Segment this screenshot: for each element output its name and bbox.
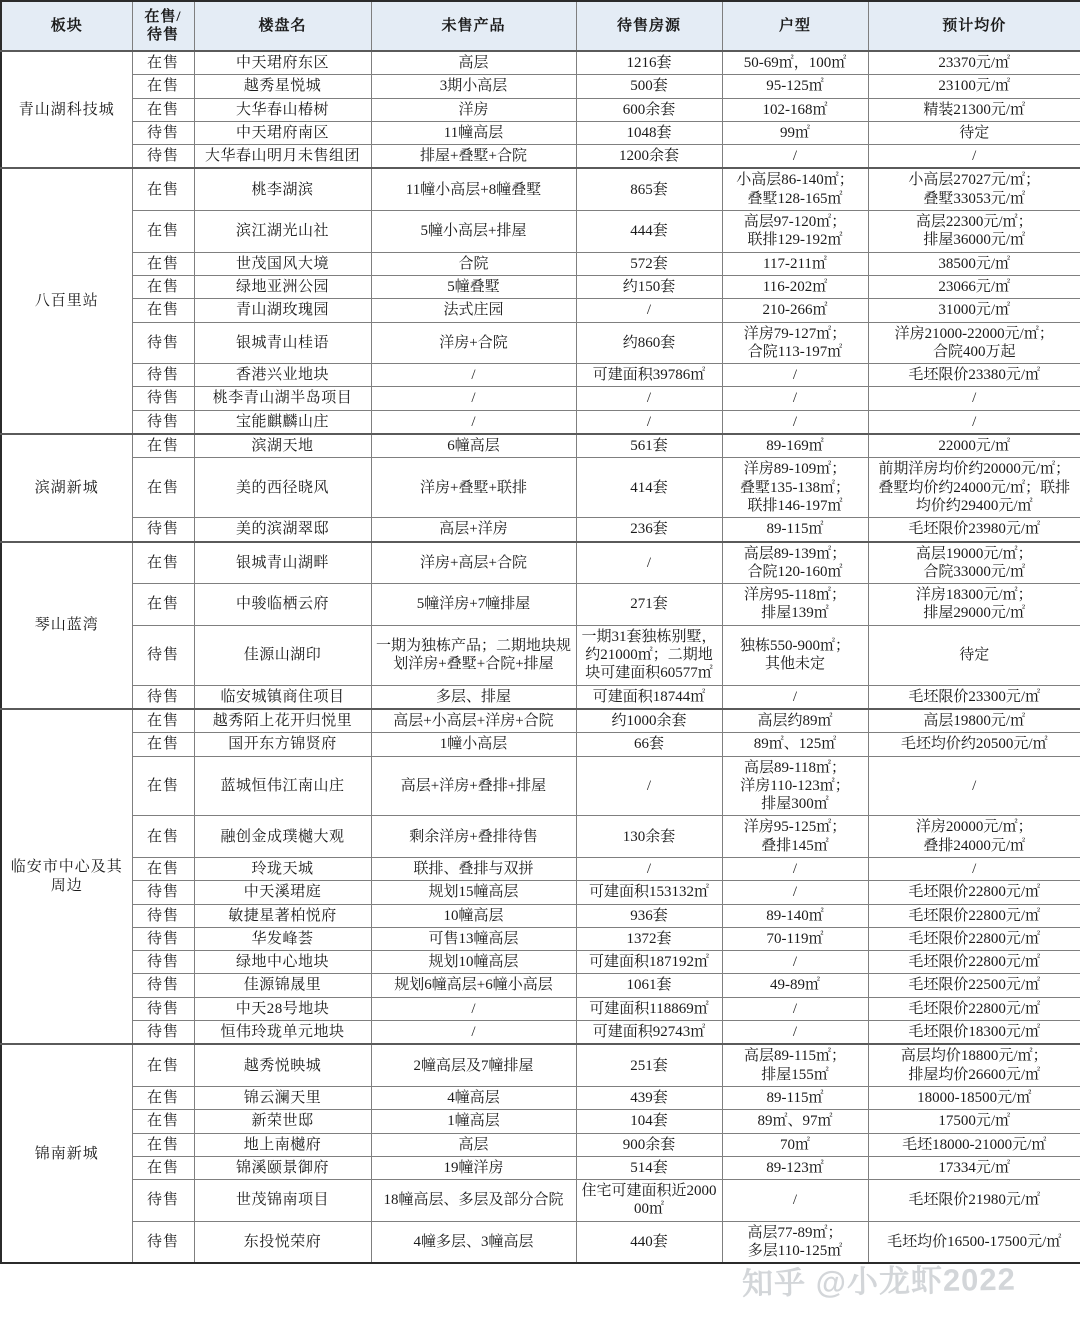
cell-stock: 可建面积118869㎡ <box>576 997 722 1020</box>
table-row <box>1 1133 1080 1156</box>
cell-price: 毛坯18000-21000元/㎡ <box>868 1133 1080 1156</box>
cell-status: 在售 <box>132 168 194 210</box>
cell-status: 待售 <box>132 387 194 410</box>
column-header-stock: 待售房源 <box>576 1 722 51</box>
cell-layout: 89㎡、97㎡ <box>722 1110 868 1133</box>
cell-status: 在售 <box>132 98 194 121</box>
table-row <box>1 410 1080 434</box>
column-header-layout: 户型 <box>722 1 868 51</box>
cell-price: 31000元/㎡ <box>868 299 1080 322</box>
cell-layout: / <box>722 1021 868 1045</box>
cell-status: 在售 <box>132 51 194 75</box>
cell-prod: / <box>371 387 576 410</box>
cell-prod: 高层+洋房+叠排+排屋 <box>371 756 576 816</box>
cell-status: 在售 <box>132 1133 194 1156</box>
column-header-status-line1: 在售/ <box>144 8 182 25</box>
cell-stock: 271套 <box>576 584 722 626</box>
cell-status: 在售 <box>132 857 194 880</box>
cell-name: 大华春山椿树 <box>194 98 371 121</box>
cell-stock: 可建面积153132㎡ <box>576 881 722 904</box>
cell-prod: 洋房+高层+合院 <box>371 542 576 584</box>
cell-prod: 规划10幢高层 <box>371 951 576 974</box>
cell-status: 在售 <box>132 1156 194 1179</box>
cell-prod: 11幢小高层+8幢叠墅 <box>371 168 576 210</box>
cell-name: 越秀悦映城 <box>194 1044 371 1086</box>
sector-cell: 滨湖新城 <box>1 434 132 541</box>
cell-status: 待售 <box>132 145 194 169</box>
cell-name: 融创金成璞樾大观 <box>194 816 371 858</box>
cell-prod: 剩余洋房+叠排待售 <box>371 816 576 858</box>
cell-prod: 规划6幢高层+6幢小高层 <box>371 974 576 997</box>
cell-name: 世茂锦南项目 <box>194 1180 371 1222</box>
cell-prod: 4幢多层、3幢高层 <box>371 1221 576 1263</box>
cell-price: 22000元/㎡ <box>868 434 1080 458</box>
cell-price: / <box>868 756 1080 816</box>
column-header-status <box>132 1 194 51</box>
cell-prod: 11幢高层 <box>371 121 576 144</box>
cell-layout: / <box>722 997 868 1020</box>
cell-stock: 1200余套 <box>576 145 722 169</box>
cell-price: / <box>868 145 1080 169</box>
cell-price: 17334元/㎡ <box>868 1156 1080 1179</box>
table-row <box>1 1110 1080 1133</box>
table-row <box>1 275 1080 298</box>
cell-layout: 高层89-115㎡； 排屋155㎡ <box>722 1044 868 1086</box>
table-row <box>1 584 1080 626</box>
cell-status: 待售 <box>132 1180 194 1222</box>
cell-layout: / <box>722 881 868 904</box>
table-row <box>1 98 1080 121</box>
cell-stock: 住宅可建面积近200000㎡ <box>576 1180 722 1222</box>
cell-layout: 89-140㎡ <box>722 904 868 927</box>
cell-price: 高层19800元/㎡ <box>868 709 1080 733</box>
cell-price: 高层均价18800元/㎡； 排屋均价26600元/㎡ <box>868 1044 1080 1086</box>
cell-stock: 130余套 <box>576 816 722 858</box>
cell-layout: 洋房95-125㎡； 叠排145㎡ <box>722 816 868 858</box>
cell-name: 锦云澜天里 <box>194 1086 371 1109</box>
cell-price: 毛坯限价22800元/㎡ <box>868 997 1080 1020</box>
cell-price: 23370元/㎡ <box>868 51 1080 75</box>
cell-stock: 251套 <box>576 1044 722 1086</box>
cell-status: 待售 <box>132 322 194 364</box>
cell-stock: 439套 <box>576 1086 722 1109</box>
cell-layout: 89-115㎡ <box>722 518 868 542</box>
cell-layout: 洋房79-127㎡； 合院113-197㎡ <box>722 322 868 364</box>
sector-cell: 临安市中心及其周边 <box>1 709 132 1044</box>
cell-price: 毛坯限价18300元/㎡ <box>868 1021 1080 1045</box>
cell-name: 桃李青山湖半岛项目 <box>194 387 371 410</box>
cell-prod: 10幢高层 <box>371 904 576 927</box>
cell-stock: 444套 <box>576 211 722 253</box>
table-row <box>1 145 1080 169</box>
cell-layout: 高层89-118㎡； 洋房110-123㎡； 排屋300㎡ <box>722 756 868 816</box>
cell-price: 毛坯限价22500元/㎡ <box>868 974 1080 997</box>
cell-price: 23066元/㎡ <box>868 275 1080 298</box>
cell-prod: 5幢叠墅 <box>371 275 576 298</box>
cell-price: 毛坯限价22800元/㎡ <box>868 881 1080 904</box>
table-row <box>1 816 1080 858</box>
cell-price: 洋房20000元/㎡； 叠排24000元/㎡ <box>868 816 1080 858</box>
cell-stock: 约860套 <box>576 322 722 364</box>
cell-name: 佳源锦晟里 <box>194 974 371 997</box>
table-row <box>1 1086 1080 1109</box>
cell-prod: 法式庄园 <box>371 299 576 322</box>
cell-price: 毛坯限价23380元/㎡ <box>868 364 1080 387</box>
cell-name: 中骏临栖云府 <box>194 584 371 626</box>
cell-status: 在售 <box>132 709 194 733</box>
table-row <box>1 1180 1080 1222</box>
table-row <box>1 927 1080 950</box>
cell-status: 待售 <box>132 410 194 434</box>
table-row <box>1 121 1080 144</box>
cell-name: 滨湖天地 <box>194 434 371 458</box>
cell-name: 世茂国风大境 <box>194 252 371 275</box>
cell-prod: 2幢高层及7幢排屋 <box>371 1044 576 1086</box>
cell-prod: 洋房+叠墅+联排 <box>371 458 576 518</box>
cell-prod: 合院 <box>371 252 576 275</box>
cell-stock: / <box>576 542 722 584</box>
cell-layout: / <box>722 1180 868 1222</box>
cell-status: 待售 <box>132 1221 194 1263</box>
cell-status: 在售 <box>132 458 194 518</box>
cell-price: / <box>868 410 1080 434</box>
cell-status: 在售 <box>132 542 194 584</box>
cell-stock: 可建面积92743㎡ <box>576 1021 722 1045</box>
cell-prod: 5幢小高层+排屋 <box>371 211 576 253</box>
cell-status: 待售 <box>132 121 194 144</box>
cell-name: 国开东方锦贤府 <box>194 733 371 756</box>
table-header <box>1 1 1080 51</box>
cell-layout: 高层89-139㎡； 合院120-160㎡ <box>722 542 868 584</box>
cell-stock: 104套 <box>576 1110 722 1133</box>
table-row <box>1 1021 1080 1045</box>
table-row <box>1 299 1080 322</box>
cell-status: 在售 <box>132 75 194 98</box>
cell-prod: 洋房+合院 <box>371 322 576 364</box>
cell-stock: / <box>576 387 722 410</box>
cell-prod: 高层+小高层+洋房+合院 <box>371 709 576 733</box>
cell-status: 在售 <box>132 1044 194 1086</box>
sector-cell: 青山湖科技城 <box>1 51 132 168</box>
cell-name: 玲珑天城 <box>194 857 371 880</box>
table-row <box>1 1221 1080 1263</box>
cell-status: 在售 <box>132 733 194 756</box>
cell-status: 在售 <box>132 1086 194 1109</box>
cell-stock: 1216套 <box>576 51 722 75</box>
cell-status: 待售 <box>132 625 194 685</box>
cell-name: 大华春山明月未售组团 <box>194 145 371 169</box>
table-row <box>1 974 1080 997</box>
table-row <box>1 518 1080 542</box>
cell-layout: 89-169㎡ <box>722 434 868 458</box>
cell-status: 在售 <box>132 584 194 626</box>
cell-name: 中天珺府南区 <box>194 121 371 144</box>
cell-layout: / <box>722 951 868 974</box>
cell-name: 美的滨湖翠邸 <box>194 518 371 542</box>
sector-cell: 琴山蓝湾 <box>1 542 132 709</box>
cell-stock: 236套 <box>576 518 722 542</box>
cell-price: 高层19000元/㎡； 合院33000元/㎡ <box>868 542 1080 584</box>
cell-price: 洋房21000-22000元/㎡； 合院400万起 <box>868 322 1080 364</box>
cell-price: 毛坯均价约20500元/㎡ <box>868 733 1080 756</box>
cell-layout: / <box>722 387 868 410</box>
cell-name: 美的西径晓风 <box>194 458 371 518</box>
cell-stock: / <box>576 299 722 322</box>
table-row <box>1 625 1080 685</box>
cell-price: 前期洋房均价约20000元/㎡；叠墅均价约24000元/㎡；联排均价约29400元/㎡ <box>868 458 1080 518</box>
column-header-price: 预计均价 <box>868 1 1080 51</box>
table-row <box>1 1156 1080 1179</box>
cell-name: 恒伟玲珑单元地块 <box>194 1021 371 1045</box>
table-row <box>1 364 1080 387</box>
cell-prod: 3期小高层 <box>371 75 576 98</box>
cell-prod: 排屋+叠墅+合院 <box>371 145 576 169</box>
cell-stock: 414套 <box>576 458 722 518</box>
cell-name: 香港兴业地块 <box>194 364 371 387</box>
column-header-status-line2: 待售 <box>146 27 179 43</box>
table-row <box>1 322 1080 364</box>
cell-prod: 一期为独栋产品；二期地块规划洋房+叠墅+合院+排屋 <box>371 625 576 685</box>
cell-stock: 900余套 <box>576 1133 722 1156</box>
cell-stock: 936套 <box>576 904 722 927</box>
cell-prod: 高层 <box>371 1133 576 1156</box>
cell-price: 待定 <box>868 121 1080 144</box>
header-row <box>1 1 1080 51</box>
cell-stock: / <box>576 756 722 816</box>
cell-prod: 1幢小高层 <box>371 733 576 756</box>
cell-price: 18000-18500元/㎡ <box>868 1086 1080 1109</box>
cell-price: 38500元/㎡ <box>868 252 1080 275</box>
cell-name: 银城青山湖畔 <box>194 542 371 584</box>
cell-stock: 可建面积39786㎡ <box>576 364 722 387</box>
cell-price: / <box>868 387 1080 410</box>
cell-status: 在售 <box>132 1110 194 1133</box>
cell-name: 中天28号地块 <box>194 997 371 1020</box>
table-row <box>1 458 1080 518</box>
cell-price: 毛坯限价21980元/㎡ <box>868 1180 1080 1222</box>
cell-layout: 高层77-89㎡； 多层110-125㎡ <box>722 1221 868 1263</box>
cell-price: 毛坯均价16500-17500元/㎡ <box>868 1221 1080 1263</box>
table-row <box>1 542 1080 584</box>
table-row <box>1 857 1080 880</box>
cell-prod: 1幢高层 <box>371 1110 576 1133</box>
cell-prod: 4幢高层 <box>371 1086 576 1109</box>
cell-status: 在售 <box>132 275 194 298</box>
cell-price: 毛坯限价23980元/㎡ <box>868 518 1080 542</box>
cell-status: 在售 <box>132 252 194 275</box>
cell-prod: 18幢高层、多层及部分合院 <box>371 1180 576 1222</box>
cell-layout: 洋房89-109㎡； 叠墅135-138㎡； 联排146-197㎡ <box>722 458 868 518</box>
cell-layout: 99㎡ <box>722 121 868 144</box>
cell-layout: 89-123㎡ <box>722 1156 868 1179</box>
cell-name: 华发峰荟 <box>194 927 371 950</box>
cell-stock: 可建面积187192㎡ <box>576 951 722 974</box>
cell-name: 中天珺府东区 <box>194 51 371 75</box>
cell-stock: 440套 <box>576 1221 722 1263</box>
cell-price: 毛坯限价23300元/㎡ <box>868 685 1080 709</box>
watermark: 知乎 @小龙虾2022 <box>741 1261 1017 1302</box>
cell-name: 桃李湖滨 <box>194 168 371 210</box>
table-row <box>1 733 1080 756</box>
cell-price: 17500元/㎡ <box>868 1110 1080 1133</box>
cell-layout: 210-266㎡ <box>722 299 868 322</box>
cell-stock: 66套 <box>576 733 722 756</box>
cell-name: 敏捷星著柏悦府 <box>194 904 371 927</box>
sector-cell: 锦南新城 <box>1 1044 132 1263</box>
cell-layout: 小高层86-140㎡； 叠墅128-165㎡ <box>722 168 868 210</box>
cell-layout: 102-168㎡ <box>722 98 868 121</box>
cell-prod: 高层 <box>371 51 576 75</box>
cell-layout: / <box>722 857 868 880</box>
cell-status: 待售 <box>132 518 194 542</box>
cell-name: 佳源山湖印 <box>194 625 371 685</box>
cell-price: 23100元/㎡ <box>868 75 1080 98</box>
cell-layout: / <box>722 410 868 434</box>
cell-status: 待售 <box>132 997 194 1020</box>
cell-name: 中天溪珺庭 <box>194 881 371 904</box>
cell-layout: / <box>722 145 868 169</box>
cell-name: 东投悦荣府 <box>194 1221 371 1263</box>
cell-stock: 500套 <box>576 75 722 98</box>
cell-status: 待售 <box>132 974 194 997</box>
cell-status: 待售 <box>132 927 194 950</box>
cell-price: 毛坯限价22800元/㎡ <box>868 927 1080 950</box>
cell-name: 绿地亚洲公园 <box>194 275 371 298</box>
cell-stock: / <box>576 410 722 434</box>
table-body <box>1 51 1080 1263</box>
cell-stock: 572套 <box>576 252 722 275</box>
cell-prod: / <box>371 364 576 387</box>
cell-prod: 多层、排屋 <box>371 685 576 709</box>
cell-status: 在售 <box>132 816 194 858</box>
cell-price: 待定 <box>868 625 1080 685</box>
cell-status: 待售 <box>132 685 194 709</box>
cell-price: 毛坯限价22800元/㎡ <box>868 904 1080 927</box>
cell-prod: / <box>371 410 576 434</box>
cell-layout: 高层97-120㎡； 联排129-192㎡ <box>722 211 868 253</box>
cell-price: 高层22300元/㎡； 排屋36000元/㎡ <box>868 211 1080 253</box>
cell-status: 待售 <box>132 364 194 387</box>
cell-prod: 5幢洋房+7幢排屋 <box>371 584 576 626</box>
cell-layout: 70-119㎡ <box>722 927 868 950</box>
column-header-product: 未售产品 <box>371 1 576 51</box>
table-row <box>1 211 1080 253</box>
cell-stock: 514套 <box>576 1156 722 1179</box>
table-row <box>1 168 1080 210</box>
sector-cell: 八百里站 <box>1 168 132 434</box>
cell-layout: 117-211㎡ <box>722 252 868 275</box>
cell-prod: 联排、叠排与双拼 <box>371 857 576 880</box>
cell-layout: / <box>722 364 868 387</box>
cell-status: 待售 <box>132 881 194 904</box>
cell-name: 地上南樾府 <box>194 1133 371 1156</box>
cell-name: 越秀星悦城 <box>194 75 371 98</box>
cell-name: 青山湖玫瑰园 <box>194 299 371 322</box>
cell-layout: 洋房95-118㎡； 排屋139㎡ <box>722 584 868 626</box>
table-row <box>1 434 1080 458</box>
cell-layout: 50-69㎡，100㎡ <box>722 51 868 75</box>
cell-stock: 1061套 <box>576 974 722 997</box>
table-row <box>1 951 1080 974</box>
cell-prod: 高层+洋房 <box>371 518 576 542</box>
cell-name: 临安城镇商住项目 <box>194 685 371 709</box>
cell-status: 在售 <box>132 756 194 816</box>
cell-stock: 约150套 <box>576 275 722 298</box>
cell-price: / <box>868 857 1080 880</box>
cell-name: 越秀陌上花开归悦里 <box>194 709 371 733</box>
cell-prod: / <box>371 1021 576 1045</box>
cell-name: 滨江湖光山社 <box>194 211 371 253</box>
cell-layout: 95-125㎡ <box>722 75 868 98</box>
cell-name: 新荣世邸 <box>194 1110 371 1133</box>
cell-price: 小高层27027元/㎡； 叠墅33053元/㎡ <box>868 168 1080 210</box>
table-row <box>1 709 1080 733</box>
table-row <box>1 997 1080 1020</box>
cell-status: 待售 <box>132 951 194 974</box>
cell-status: 待售 <box>132 1021 194 1045</box>
cell-prod: / <box>371 997 576 1020</box>
cell-status: 在售 <box>132 299 194 322</box>
cell-stock: 865套 <box>576 168 722 210</box>
cell-price: 洋房18300元/㎡； 排屋29000元/㎡ <box>868 584 1080 626</box>
column-header-sector: 板块 <box>1 1 132 51</box>
cell-stock: 约1000余套 <box>576 709 722 733</box>
cell-status: 待售 <box>132 904 194 927</box>
table-row <box>1 75 1080 98</box>
cell-stock: 1372套 <box>576 927 722 950</box>
cell-status: 在售 <box>132 434 194 458</box>
table-row <box>1 685 1080 709</box>
cell-layout: 89-115㎡ <box>722 1086 868 1109</box>
cell-layout: 独栋550-900㎡； 其他未定 <box>722 625 868 685</box>
cell-price: 毛坯限价22800元/㎡ <box>868 951 1080 974</box>
cell-layout: 89㎡、125㎡ <box>722 733 868 756</box>
table-row <box>1 904 1080 927</box>
cell-layout: 116-202㎡ <box>722 275 868 298</box>
cell-layout: / <box>722 685 868 709</box>
cell-name: 宝能麒麟山庄 <box>194 410 371 434</box>
cell-prod: 洋房 <box>371 98 576 121</box>
table-row <box>1 756 1080 816</box>
cell-stock: 一期31套独栋别墅，约21000㎡；二期地块可建面积60577㎡ <box>576 625 722 685</box>
cell-status: 在售 <box>132 211 194 253</box>
table-row <box>1 252 1080 275</box>
cell-name: 银城青山桂语 <box>194 322 371 364</box>
cell-layout: 70㎡ <box>722 1133 868 1156</box>
cell-stock: 600余套 <box>576 98 722 121</box>
table-row <box>1 387 1080 410</box>
cell-stock: 1048套 <box>576 121 722 144</box>
cell-stock: / <box>576 857 722 880</box>
cell-stock: 561套 <box>576 434 722 458</box>
cell-prod: 可售13幢高层 <box>371 927 576 950</box>
table-row <box>1 881 1080 904</box>
cell-name: 蓝城恒伟江南山庄 <box>194 756 371 816</box>
table-row <box>1 51 1080 75</box>
cell-name: 绿地中心地块 <box>194 951 371 974</box>
cell-layout: 高层约89㎡ <box>722 709 868 733</box>
table-row <box>1 1044 1080 1086</box>
cell-prod: 规划15幢高层 <box>371 881 576 904</box>
cell-price: 精装21300元/㎡ <box>868 98 1080 121</box>
cell-prod: 6幢高层 <box>371 434 576 458</box>
cell-layout: 49-89㎡ <box>722 974 868 997</box>
cell-stock: 可建面积18744㎡ <box>576 685 722 709</box>
cell-name: 锦溪颐景御府 <box>194 1156 371 1179</box>
cell-prod: 19幢洋房 <box>371 1156 576 1179</box>
column-header-name: 楼盘名 <box>194 1 371 51</box>
